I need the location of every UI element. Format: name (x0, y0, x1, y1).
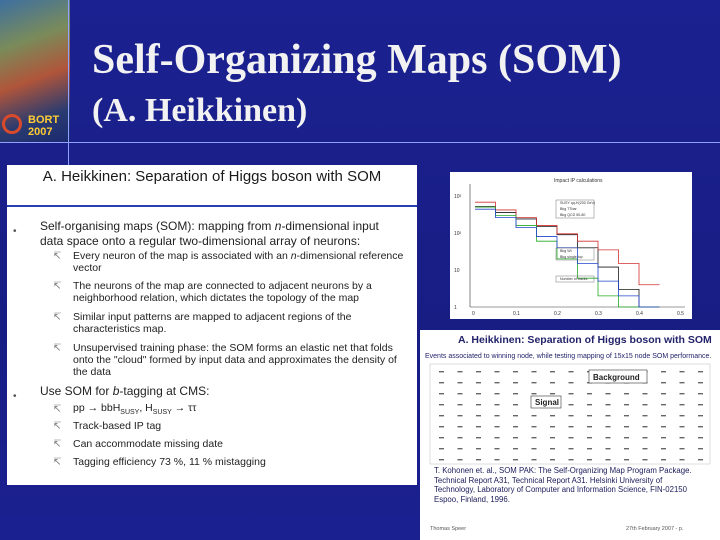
plot1-ytick-label: 10 (454, 268, 460, 274)
som-node-marker (569, 382, 574, 383)
som-node-marker (624, 448, 629, 449)
som-node-marker (513, 404, 518, 405)
som-node-marker (698, 393, 703, 394)
som-node-marker (550, 459, 555, 460)
plot1-title: Impact IP calculations (554, 178, 603, 184)
som-node-marker (476, 459, 481, 460)
plot1-legend-3: Bkg QCD 50-80 (560, 213, 586, 217)
som-node-marker (532, 437, 537, 438)
som-node-marker (458, 382, 463, 383)
plot1-xtick-label: 0.2 (554, 311, 561, 317)
som-node-marker (661, 448, 666, 449)
sub-2-l1: The neurons of the map are connected to adjacent neurons by a (73, 280, 372, 292)
som-node-marker (661, 426, 666, 427)
som-node-marker (513, 448, 518, 449)
som-node-marker (698, 448, 703, 449)
slide-title: Self-Organizing Maps (SOM) (92, 37, 622, 83)
background-label: Background (593, 373, 640, 382)
som-node-marker (569, 415, 574, 416)
som-node-marker (458, 448, 463, 449)
som-node-marker (606, 459, 611, 460)
sub-4-l3: the data (73, 366, 111, 378)
footer-date: 27th February 2007 - p. (626, 526, 684, 532)
plot1-legend-2: Bkg TTbar (560, 207, 577, 211)
som-node-marker (495, 371, 500, 372)
bullet-2-b: b (112, 384, 120, 398)
som-node-marker (495, 459, 500, 460)
som-node-marker (495, 448, 500, 449)
som-node-marker (698, 382, 703, 383)
som-node-marker (513, 382, 518, 383)
som-node-marker (569, 404, 574, 405)
som-node-marker (513, 426, 518, 427)
som-node-marker (680, 393, 685, 394)
som-node-marker (532, 415, 537, 416)
sub-bullet-arrow-icon: ↸ (53, 421, 62, 432)
som-node-marker (476, 393, 481, 394)
sub-susy2: SUSY (152, 409, 172, 417)
bullet-2-text-a: Use SOM for (40, 384, 113, 398)
som-node-marker (643, 426, 648, 427)
sub-susy: SUSY (120, 409, 140, 417)
som-node-marker (439, 415, 444, 416)
som-node-marker (550, 426, 555, 427)
som-node-marker (532, 371, 537, 372)
som-node-marker (680, 437, 685, 438)
som-node-marker (495, 426, 500, 427)
som-node-marker (698, 426, 703, 427)
som-node-marker (550, 382, 555, 383)
sub-4-l2: onto the "cloud" formed by input data and approximates the density of (73, 354, 397, 366)
som-node-marker (606, 448, 611, 449)
plot1-ytick-label: 1 (454, 305, 457, 311)
som-map-title: A. Heikkinen: Separation of Higgs boson with SOM (458, 334, 712, 346)
sub-bullet-arrow-icon: ↸ (53, 251, 62, 262)
bullet-1-text-a: Self-organising maps (SOM): mapping from (40, 219, 275, 233)
som-node-marker (550, 448, 555, 449)
sub-tail: → ττ (171, 402, 197, 414)
som-node-marker (532, 448, 537, 449)
som-node-marker (569, 371, 574, 372)
som-node-marker (495, 437, 500, 438)
som-node-marker (680, 426, 685, 427)
sub-bullet-arrow-icon: ↸ (53, 457, 62, 468)
som-node-marker (587, 426, 592, 427)
bullet-text (40, 384, 415, 399)
som-node-marker (587, 415, 592, 416)
sub-bullet-arrow-icon: ↸ (53, 312, 62, 323)
som-node-marker (606, 426, 611, 427)
sub-1-l2: vector (73, 262, 102, 274)
som-node-marker (439, 382, 444, 383)
plot1-ytick-label: 10³ (454, 194, 462, 200)
som-node-marker (680, 404, 685, 405)
som-node-marker (439, 459, 444, 460)
som-node-marker (643, 404, 648, 405)
bullet-1-n: n (274, 219, 282, 233)
som-node-marker (624, 415, 629, 416)
som-node-marker (476, 415, 481, 416)
som-node-marker (643, 437, 648, 438)
som-node-marker (606, 404, 611, 405)
som-node-marker (587, 437, 592, 438)
sub-bullet-text (73, 280, 418, 304)
som-node-marker (439, 404, 444, 405)
som-node-marker (624, 426, 629, 427)
som-node-marker (587, 393, 592, 394)
sub-1n: n (290, 250, 297, 262)
som-node-marker (661, 393, 666, 394)
plot1-legend-6: Number of tracks (560, 277, 588, 281)
som-node-marker (495, 382, 500, 383)
som-node-marker (513, 393, 518, 394)
plot1-legend-4: Bkg Wt (560, 249, 572, 253)
som-node-marker (458, 404, 463, 405)
som-node-marker (532, 382, 537, 383)
sub-bullet-arrow-icon: ↸ (53, 343, 62, 354)
som-node-marker (680, 371, 685, 372)
sub-4-l1: Unsupervised training phase: the SOM forms an elastic net that folds (73, 342, 393, 354)
plot1-xtick-label: 0 (472, 311, 475, 317)
som-node-marker (587, 404, 592, 405)
som-node-marker (495, 393, 500, 394)
som-node-marker (624, 404, 629, 405)
plot1-xtick-label: 0.4 (636, 311, 643, 317)
som-node-marker (661, 459, 666, 460)
sub-bullet-text (73, 250, 418, 274)
som-node-marker (569, 393, 574, 394)
som-node-marker (643, 448, 648, 449)
som-node-marker (698, 404, 703, 405)
som-node-marker (550, 393, 555, 394)
bullet-dot-icon: • (13, 391, 17, 402)
logo-text-top: BORT (28, 114, 60, 126)
som-node-marker (439, 426, 444, 427)
som-map-svg (425, 362, 720, 466)
som-node-marker (680, 459, 685, 460)
bullet-1-text-c: data space onto a regular two-dimensional array of neurons: (40, 234, 361, 248)
som-node-marker (661, 371, 666, 372)
som-node-marker (624, 437, 629, 438)
plot1-ytick-label: 10² (454, 231, 462, 237)
som-reference: T. Kohonen et. al., SOM PAK: The Self-Organizing Map Program Package. Technical Report A31, Technical Report A31. Helsinki University of Technology, Laboratory of Computer and Information Science, FIN-02150 Espoo, Finland, 1996. (434, 466, 692, 504)
plot1-legend-5: Bkg single top (560, 255, 583, 259)
logo-ring-icon (2, 114, 22, 134)
som-node-marker (680, 382, 685, 383)
plot1-xtick-label: 0.3 (595, 311, 602, 317)
som-node-marker (513, 459, 518, 460)
som-node-marker (458, 437, 463, 438)
panel-underline (7, 205, 417, 207)
som-node-marker (661, 415, 666, 416)
som-node-marker (698, 437, 703, 438)
som-node-marker (495, 415, 500, 416)
header-divider-vertical (68, 0, 69, 175)
som-node-marker (606, 393, 611, 394)
som-node-marker (550, 415, 555, 416)
slide-subtitle: (A. Heikkinen) (92, 92, 308, 129)
som-node-marker (698, 371, 703, 372)
som-node-marker (532, 426, 537, 427)
som-node-marker (698, 415, 703, 416)
sub-bullet-text (73, 402, 418, 419)
som-node-marker (476, 404, 481, 405)
logo-text-bottom: 2007 (28, 126, 53, 138)
sub-3-l2: characteristics map. (73, 323, 167, 335)
som-node-marker (661, 437, 666, 438)
som-node-marker (606, 415, 611, 416)
som-node-marker (569, 459, 574, 460)
som-node-marker (661, 404, 666, 405)
som-node-marker (513, 437, 518, 438)
histogram-svg (450, 172, 692, 319)
sub-2-l2: neighborhood relation, which dictates the topology of the map (73, 292, 360, 304)
som-node-marker (458, 459, 463, 460)
sub-bullet-arrow-icon: ↸ (53, 404, 62, 415)
som-node-marker (624, 459, 629, 460)
footer-author: Thomas Speer (430, 526, 467, 532)
som-node-marker (458, 415, 463, 416)
som-node-marker (698, 459, 703, 460)
bullet-dot-icon: • (13, 226, 17, 237)
sub-h: , H (139, 402, 153, 414)
bullet-1-text-b: -dimensional input (281, 219, 379, 233)
som-node-marker (495, 404, 500, 405)
som-node-marker (550, 437, 555, 438)
sub-3-l1: Similar input patterns are mapped to adjacent regions of the (73, 311, 352, 323)
sub-bullet-text: Can accommodate missing date (73, 438, 223, 450)
som-node-marker (569, 448, 574, 449)
plot1-legend-1: SUSY qq-H(200 GeV) (560, 201, 596, 205)
sub-1a: Every neuron of the map is associated with an (73, 250, 291, 262)
bullet-text (40, 219, 415, 249)
som-node-marker (569, 437, 574, 438)
som-node-marker (661, 382, 666, 383)
histogram-plot (450, 172, 692, 319)
panel-title: A. Heikkinen: Separation of Higgs boson with SOM (42, 168, 382, 185)
sub-bullet-text: Tagging efficiency 73 %, 11 % mistagging (73, 456, 266, 468)
som-node-marker (458, 393, 463, 394)
som-node-marker (680, 448, 685, 449)
sub-bullet-text (73, 311, 418, 335)
som-node-marker (587, 459, 592, 460)
sub-1b: -dimensional reference (296, 250, 404, 262)
som-node-marker (513, 415, 518, 416)
conference-logo (2, 112, 68, 140)
som-node-marker (458, 426, 463, 427)
som-node-marker (624, 393, 629, 394)
sub-bullet-text: Track-based IP tag (73, 420, 162, 432)
som-node-marker (532, 393, 537, 394)
som-node-marker (532, 459, 537, 460)
som-node-marker (476, 448, 481, 449)
som-node-marker (439, 437, 444, 438)
sub-bullet-arrow-icon: ↸ (53, 281, 62, 292)
sub-bullet-text (73, 342, 418, 378)
som-node-marker (643, 459, 648, 460)
bullet-2-text-c: -tagging at CMS: (119, 384, 210, 398)
som-node-marker (476, 382, 481, 383)
som-node-marker (587, 448, 592, 449)
som-node-marker (476, 371, 481, 372)
sub-bullet-arrow-icon: ↸ (53, 439, 62, 450)
som-node-marker (643, 415, 648, 416)
som-node-marker (569, 426, 574, 427)
som-node-marker (439, 393, 444, 394)
header-divider-horizontal (0, 142, 720, 143)
signal-label: Signal (535, 398, 560, 407)
plot1-xtick-label: 0.5 (677, 311, 684, 317)
som-node-marker (439, 448, 444, 449)
som-node-marker (476, 437, 481, 438)
som-node-marker (643, 393, 648, 394)
plot1-xtick-label: 0.1 (513, 311, 520, 317)
som-map-subtitle: Events associated to winning node, while testing mapping of 15x15 node SOM performance. (425, 353, 712, 360)
som-node-marker (513, 371, 518, 372)
som-node-marker (458, 371, 463, 372)
sub-pp: pp → bbH (73, 402, 121, 414)
som-node-marker (476, 426, 481, 427)
som-node-marker (550, 371, 555, 372)
som-node-marker (606, 437, 611, 438)
som-node-marker (439, 371, 444, 372)
som-node-marker (680, 415, 685, 416)
